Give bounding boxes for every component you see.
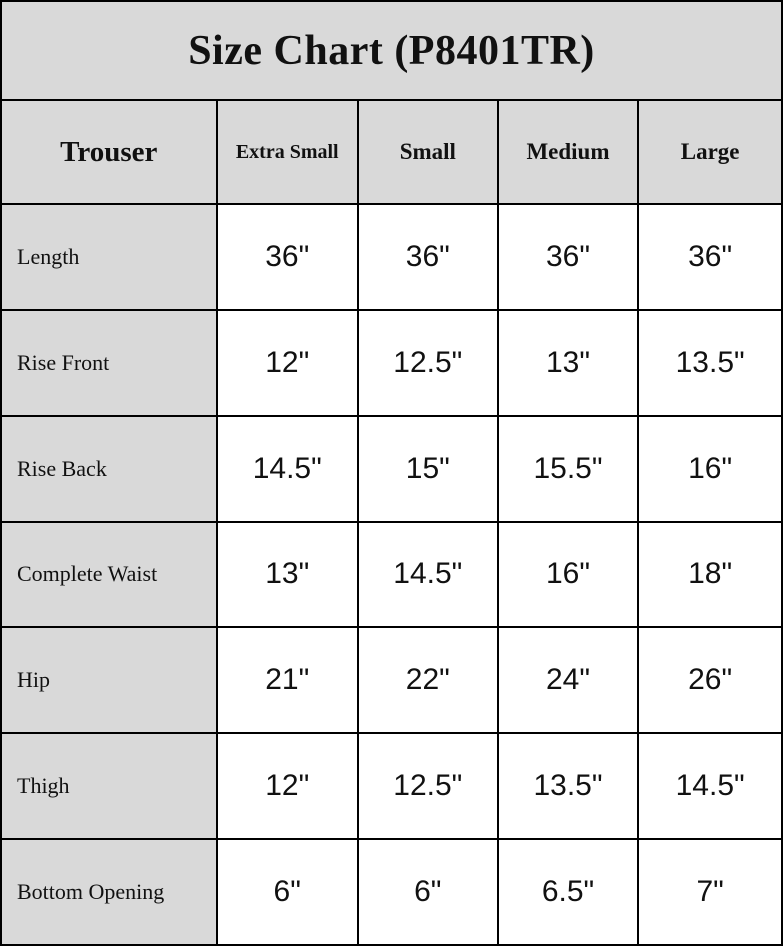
table-row-complete-waist [1, 522, 782, 628]
row-label-complete-waist: Complete Waist [1, 522, 217, 628]
table-row-bottom-opening [1, 839, 782, 945]
value-cell: 13" [217, 522, 358, 628]
row-label-rise-back: Rise Back [1, 416, 217, 522]
value-cell: 12" [217, 310, 358, 416]
column-header-extra-small: Extra Small [217, 100, 358, 204]
value-cell: 13.5" [498, 733, 639, 839]
table-row-length [1, 204, 782, 310]
value-cell: 26" [638, 627, 782, 733]
value-cell: 15" [358, 416, 498, 522]
value-cell: 6" [217, 839, 358, 945]
title-row [1, 1, 782, 100]
value-cell: 6" [358, 839, 498, 945]
value-cell: 16" [638, 416, 782, 522]
table-row-rise-front [1, 310, 782, 416]
value-cell: 6.5" [498, 839, 639, 945]
column-header-medium: Medium [498, 100, 639, 204]
table-row-rise-back [1, 416, 782, 522]
row-label-thigh: Thigh [1, 733, 217, 839]
row-label-bottom-opening: Bottom Opening [1, 839, 217, 945]
value-cell: 22" [358, 627, 498, 733]
value-cell: 14.5" [638, 733, 782, 839]
value-cell: 21" [217, 627, 358, 733]
value-cell: 36" [358, 204, 498, 310]
page-title: Size Chart (P8401TR) [1, 1, 782, 100]
row-label-hip: Hip [1, 627, 217, 733]
value-cell: 12.5" [358, 310, 498, 416]
value-cell: 13" [498, 310, 639, 416]
column-header-large: Large [638, 100, 782, 204]
table-row-thigh [1, 733, 782, 839]
value-cell: 12" [217, 733, 358, 839]
value-cell: 14.5" [217, 416, 358, 522]
value-cell: 18" [638, 522, 782, 628]
value-cell: 24" [498, 627, 639, 733]
value-cell: 7" [638, 839, 782, 945]
value-cell: 36" [498, 204, 639, 310]
value-cell: 16" [498, 522, 639, 628]
value-cell: 13.5" [638, 310, 782, 416]
value-cell: 36" [638, 204, 782, 310]
value-cell: 36" [217, 204, 358, 310]
row-label-length: Length [1, 204, 217, 310]
table-row-hip [1, 627, 782, 733]
row-header-title: Trouser [1, 100, 217, 204]
value-cell: 12.5" [358, 733, 498, 839]
value-cell: 14.5" [358, 522, 498, 628]
value-cell: 15.5" [498, 416, 639, 522]
header-row [1, 100, 782, 204]
column-header-small: Small [358, 100, 498, 204]
row-label-rise-front: Rise Front [1, 310, 217, 416]
